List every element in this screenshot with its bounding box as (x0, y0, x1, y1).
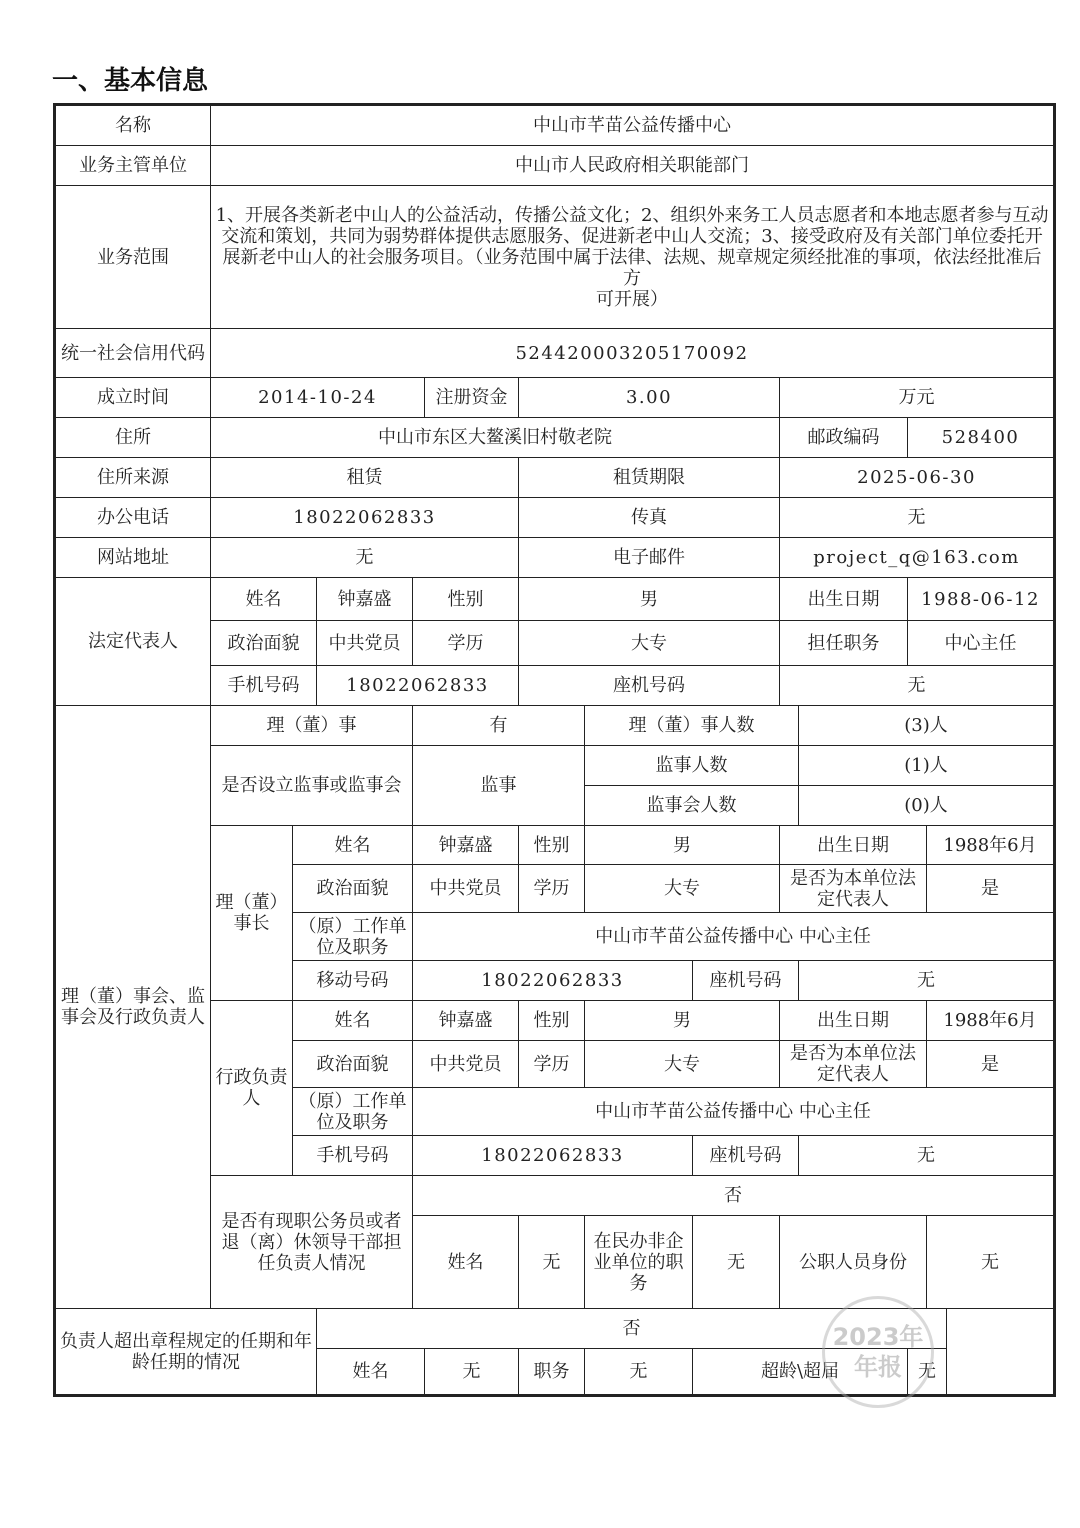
label-chairman-birth: 出生日期 (780, 826, 927, 865)
value-supervisor-board-count: (0)人 (799, 786, 1055, 826)
value-admin-edu: 大专 (585, 1041, 780, 1088)
value-term-overage: 无 (908, 1349, 947, 1396)
business-scope-text: 1、开展各类新老中山人的公益活动，传播公益文化；2、组织外来务工人员志愿者和本地志愿者参与互动交流和策划，共同为弱势群体提供志愿服务、促进新老中山人交流；3、接受政府及有关部门单位委托开展新老中山人的社会服务项目。（业务范围中属于法律、法规、规章规定须经批准的事项，依法经批准后方 (215, 204, 1049, 289)
value-address: 中山市东区大鳌溪旧村敬老院 (211, 418, 780, 458)
value-legal-rep-name: 钟嘉盛 (317, 578, 413, 621)
value-admin-gender: 男 (585, 1001, 780, 1041)
label-chairman: 理（董）事长 (211, 826, 293, 1001)
value-legal-rep-gender: 男 (519, 578, 780, 621)
row-supervisor (55, 146, 1055, 186)
label-admin-gender: 性别 (519, 1001, 585, 1041)
label-admin-landline: 座机号码 (693, 1136, 799, 1176)
label-name: 名称 (55, 105, 211, 146)
label-civil-servant: 是否有现职公务员或者退（离）休领导干部担任负责人情况 (211, 1176, 413, 1309)
value-chairman-gender: 男 (585, 826, 780, 865)
value-chairman-birth: 1988年6月 (927, 826, 1055, 865)
value-board: 有 (413, 706, 585, 746)
value-supervisor-count: (1)人 (799, 746, 1055, 786)
row-term-1 (55, 1309, 1055, 1349)
label-admin-head: 行政负责人 (211, 1001, 293, 1176)
value-capital-unit: 万元 (780, 378, 1055, 418)
value-chairman-mobile: 18022062833 (413, 961, 693, 1001)
value-legal-rep-political: 中共党员 (317, 621, 413, 666)
label-admin-edu: 学历 (519, 1041, 585, 1088)
label-board: 理（董）事 (211, 706, 413, 746)
value-postcode: 528400 (908, 418, 1055, 458)
value-chairman-edu: 大专 (585, 865, 780, 913)
row-address (55, 418, 1055, 458)
row-scope (55, 186, 1055, 329)
label-chairman-mobile: 移动号码 (293, 961, 413, 1001)
label-admin-birth: 出生日期 (780, 1001, 927, 1041)
label-admin-name: 姓名 (293, 1001, 413, 1041)
label-website: 网站地址 (55, 538, 211, 578)
value-term-exceed-answer: 否 (317, 1309, 947, 1349)
value-board-count: (3)人 (799, 706, 1055, 746)
label-legal-rep-position: 担任职务 (780, 621, 908, 666)
value-fax: 无 (780, 498, 1055, 538)
label-admin-work: （原）工作单位及职务 (293, 1088, 413, 1136)
label-term-overage: 超龄\超届 (693, 1349, 908, 1396)
value-name: 中山市芊苗公益传播中心 (211, 105, 1055, 146)
value-admin-work: 中山市芊苗公益传播中心 中心主任 (413, 1088, 1055, 1136)
value-legal-rep-position: 中心主任 (908, 621, 1055, 666)
row-board-1 (55, 706, 1055, 746)
value-legal-rep-edu: 大专 (519, 621, 780, 666)
label-civil-name: 姓名 (413, 1216, 519, 1309)
value-admin-political: 中共党员 (413, 1041, 519, 1088)
label-office-phone: 办公电话 (55, 498, 211, 538)
business-scope-text-end: 可开展） (596, 288, 669, 310)
label-fax: 传真 (519, 498, 780, 538)
value-credit-code: 524420003205170092 (211, 329, 1055, 378)
label-email: 电子邮件 (519, 538, 780, 578)
value-admin-mobile: 18022062833 (413, 1136, 693, 1176)
row-legal-rep-1 (55, 578, 1055, 621)
label-chairman-edu: 学历 (519, 865, 585, 913)
label-capital: 注册资金 (425, 378, 519, 418)
value-office-phone: 18022062833 (211, 498, 519, 538)
label-legal-representative: 法定代表人 (55, 578, 211, 706)
value-email: project_q@163.com (780, 538, 1055, 578)
label-credit-code: 统一社会信用代码 (55, 329, 211, 378)
label-supervisor-unit: 业务主管单位 (55, 146, 211, 186)
watermark-year: 2023年 (832, 1323, 924, 1351)
row-founded (55, 378, 1055, 418)
value-chairman-name: 钟嘉盛 (413, 826, 519, 865)
label-term-name: 姓名 (317, 1349, 425, 1396)
value-admin-landline: 无 (799, 1136, 1055, 1176)
label-civil-post: 在民办非企业单位的职务 (585, 1216, 693, 1309)
value-civil-post: 无 (693, 1216, 780, 1309)
label-chairman-landline: 座机号码 (693, 961, 799, 1001)
value-legal-rep-mobile: 18022062833 (317, 666, 519, 706)
value-chairman-work: 中山市芊苗公益传播中心 中心主任 (413, 913, 1055, 961)
label-supervisor-setup: 是否设立监事或监事会 (211, 746, 413, 826)
label-lease: 租赁期限 (519, 458, 780, 498)
value-chairman-landline: 无 (799, 961, 1055, 1001)
row-name (55, 105, 1055, 146)
label-chairman-name: 姓名 (293, 826, 413, 865)
label-legal-rep-gender: 性别 (413, 578, 519, 621)
label-legal-rep-edu: 学历 (413, 621, 519, 666)
value-civil-name: 无 (519, 1216, 585, 1309)
label-term-exceed: 负责人超出章程规定的任期和年龄任期的情况 (55, 1309, 317, 1396)
label-admin-political: 政治面貌 (293, 1041, 413, 1088)
value-legal-rep-landline: 无 (780, 666, 1055, 706)
watermark-text: 年报 (854, 1353, 902, 1381)
value-civil-servant-answer: 否 (413, 1176, 1055, 1216)
value-founded: 2014-10-24 (211, 378, 425, 418)
label-chairman-political: 政治面貌 (293, 865, 413, 913)
value-legal-rep-birth: 1988-06-12 (908, 578, 1055, 621)
value-admin-birth: 1988年6月 (927, 1001, 1055, 1041)
label-chairman-is-rep: 是否为本单位法定代表人 (780, 865, 927, 913)
label-legal-rep-birth: 出生日期 (780, 578, 908, 621)
value-term-name: 无 (425, 1349, 519, 1396)
section-title: 一、基本信息 (52, 66, 209, 96)
label-term-post: 职务 (519, 1349, 585, 1396)
row-credit-code (55, 329, 1055, 378)
label-address-source: 住所来源 (55, 458, 211, 498)
label-admin-mobile: 手机号码 (293, 1136, 413, 1176)
label-postcode: 邮政编码 (780, 418, 908, 458)
label-legal-rep-landline: 座机号码 (519, 666, 780, 706)
value-capital: 3.00 (519, 378, 780, 418)
value-business-scope (211, 186, 1055, 329)
value-chairman-is-rep: 是 (927, 865, 1055, 913)
label-legal-rep-name: 姓名 (211, 578, 317, 621)
value-term-post: 无 (585, 1349, 693, 1396)
value-website: 无 (211, 538, 519, 578)
label-board-count: 理（董）事人数 (585, 706, 799, 746)
label-chairman-work: （原）工作单位及职务 (293, 913, 413, 961)
value-chairman-political: 中共党员 (413, 865, 519, 913)
value-admin-name: 钟嘉盛 (413, 1001, 519, 1041)
value-supervisor-unit: 中山市人民政府相关职能部门 (211, 146, 1055, 186)
value-supervisor-setup: 监事 (413, 746, 585, 826)
label-address: 住所 (55, 418, 211, 458)
value-admin-is-rep: 是 (927, 1041, 1055, 1088)
row-phone (55, 498, 1055, 538)
label-supervisor-count: 监事人数 (585, 746, 799, 786)
label-civil-identity: 公职人员身份 (780, 1216, 927, 1309)
label-founded: 成立时间 (55, 378, 211, 418)
row-website (55, 538, 1055, 578)
value-lease: 2025-06-30 (780, 458, 1055, 498)
value-civil-identity: 无 (927, 1216, 1055, 1309)
label-chairman-gender: 性别 (519, 826, 585, 865)
basic-info-table (53, 103, 1056, 1397)
label-business-scope: 业务范围 (55, 186, 211, 329)
label-admin-is-rep: 是否为本单位法定代表人 (780, 1041, 927, 1088)
value-address-source: 租赁 (211, 458, 519, 498)
label-legal-rep-mobile: 手机号码 (211, 666, 317, 706)
label-board-section: 理（董）事会、监事会及行政负责人 (55, 706, 211, 1309)
label-supervisor-board-count: 监事会人数 (585, 786, 799, 826)
label-legal-rep-political: 政治面貌 (211, 621, 317, 666)
row-address-source (55, 458, 1055, 498)
